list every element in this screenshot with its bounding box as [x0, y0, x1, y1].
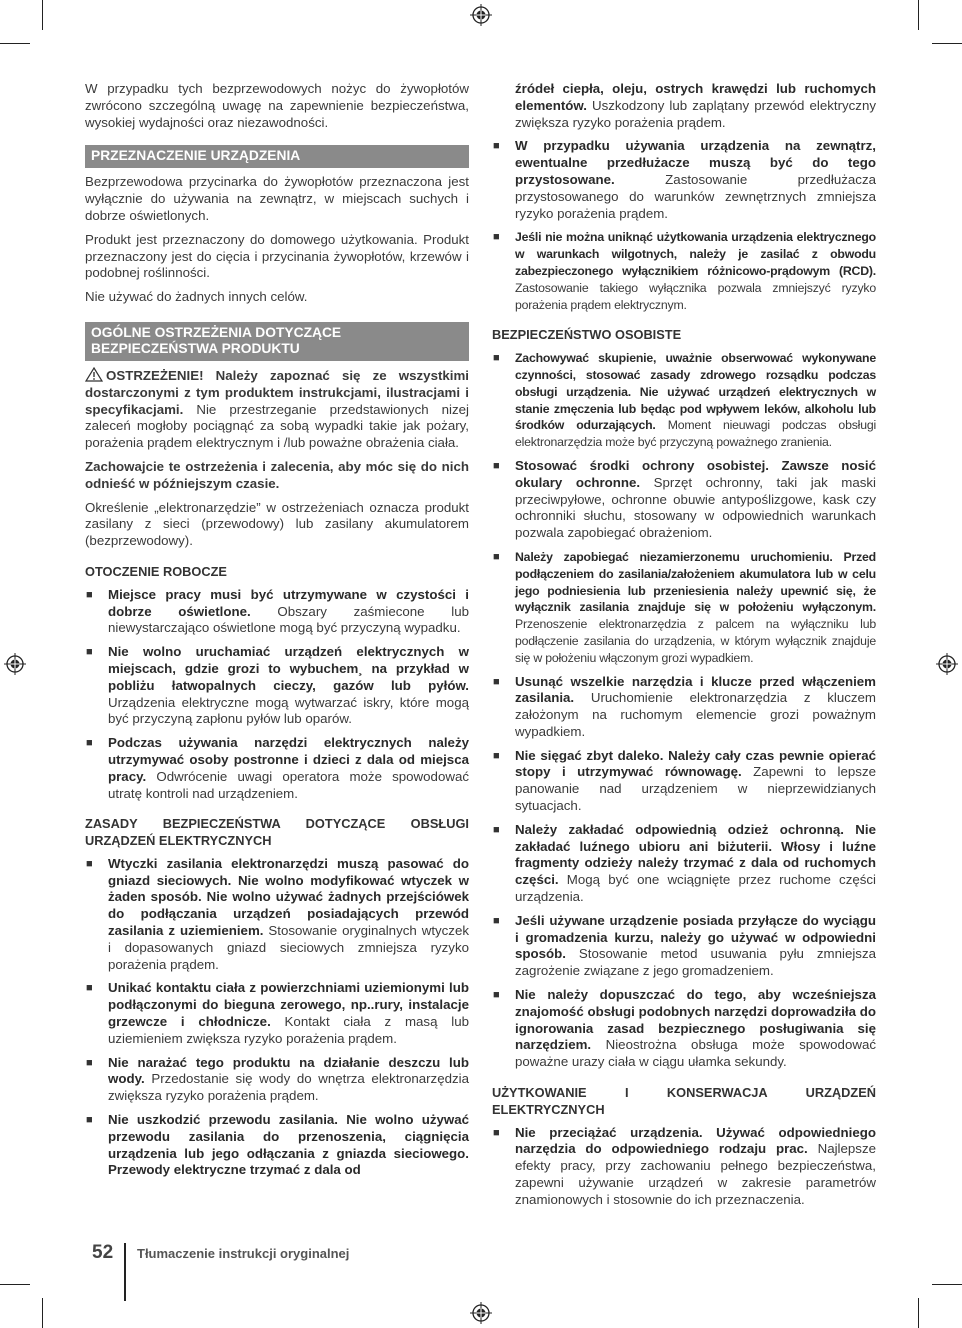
crop-mark — [42, 0, 43, 30]
right-column — [492, 81, 876, 1216]
list-item: ■ Należy zakładać odpowiednią odzież ochronną. Nie zakładać luźnego ubioru ani biżuterii. Włosy i luźne fragmenty odzieży należy trzymać z dala od ruchomych części. Mogą być one wciągnięte przez ruchome części urządzenia. — [493, 821, 876, 905]
list-item: ■ Jeśli nie można uniknąć użytkowania urządzenia elektrycznego w warunkach wilgotnych, należy je zasilać z obwodu zabezpieczonego wyłącznikiem różnicowo-prądowym (RCD). Zastosowanie takiego wyłącznika pozwala zmniejszyć ryzyko porażenia prądem elektrycznym. — [493, 230, 876, 312]
square-bullet-icon: ■ — [86, 982, 93, 995]
keep-instructions — [85, 459, 469, 493]
intended-use-paragraph: Nie używać do żadnych innych celów. — [85, 289, 308, 305]
square-bullet-icon: ■ — [493, 231, 500, 244]
continued-item: źródeł ciepła, oleju, ostrych krawędzi lub ruchomych elementów. Uszkodzony lub zaplątany przewód elektryczny zwiększa ryzyko porażenia prądem. — [515, 81, 876, 130]
square-bullet-icon: ■ — [493, 823, 500, 836]
registration-mark-icon — [470, 4, 492, 26]
list-item: ■ W przypadku używania urządzenia na zewnątrz, ewentualne przedłużacze muszą być do tego przystosowane. Zastosowanie przedłużacza przystosowanego do warunków zewnętrznych zmniejsza ryzyko porażenia prądem. — [493, 138, 876, 221]
electrical-safety-list-continued — [492, 138, 876, 313]
subheading-work-area: OTOCZENIE ROBOCZE — [85, 563, 227, 579]
list-item: ■ Nie należy dopuszczać do tego, aby wcześniejsza znajomość obsługi podobnych narzędzi doprowadziła do ignorowania zasad bezpiecznego posługiwania się narzędziem. Nieostrożna obsługa może spowodować poważne urazy ciała w ciągu ułamka sekundy. — [493, 987, 876, 1070]
keep-instructions-bold: Zachowajcie te ostrzeżenia i zalecenia, aby móc się do nich odnieść w późniejszym czasie. — [85, 458, 469, 491]
square-bullet-icon: ■ — [86, 737, 93, 750]
list-item: ■ Podczas używania narzędzi elektrycznych należy utrzymywać osoby postronne i dzieci z dala od miejsca pracy. Odwrócenie uwagi operatora może spowodować utratę kontroli nad urządzeniem. — [86, 735, 469, 801]
crop-mark — [918, 1298, 919, 1328]
list-item: ■ Usunąć wszelkie narzędzia i klucze przed włączeniem zasilania. Uruchomienie elektronarzędzia z kluczem założonym na ruchomym elemencie grozi poważnym wypadkiem. — [493, 673, 876, 739]
list-item: ■ Unikać kontaktu ciała z powierzchniami uziemionymi lub podłączonymi do bieguna zerowego, np..rury, instalacje grzewcze i chłodnicze. Kontakt ciała z masą lub uziemieniem zwiększa ryzyko porażenia prądem. — [86, 980, 469, 1046]
square-bullet-icon: ■ — [493, 749, 500, 762]
crop-mark — [0, 43, 30, 44]
square-bullet-icon: ■ — [493, 1126, 500, 1139]
section-heading-general-warnings: OGÓLNE OSTRZEŻENIA DOTYCZĄCE BEZPIECZEŃSTWA PRODUKTU — [85, 322, 469, 361]
square-bullet-icon: ■ — [493, 675, 500, 688]
square-bullet-icon: ■ — [493, 989, 500, 1002]
crop-mark — [42, 1298, 43, 1328]
personal-safety-list — [492, 350, 876, 1071]
square-bullet-icon: ■ — [86, 1056, 93, 1069]
registration-mark-icon — [4, 653, 26, 675]
list-item: ■ Nie narażać tego produktu na działanie deszczu lub wody. Przedostanie się wody do wnętrza elektronarzędzia zwiększa ryzyko porażenia prądem. — [86, 1054, 469, 1104]
page-number: 52 — [92, 1242, 114, 1263]
list-item: ■ Nie przeciążać urządzenia. Używać odpowiedniego narzędzia do odpowiedniego rodzaju prac. Najlepsze efekty pracy, przy zachowaniu pełnego bezpieczeństwa, zapewni używanie urządzeń w zakresie parametrów znamionowych i stosownie do ich przeznaczenia. — [493, 1124, 876, 1207]
square-bullet-icon: ■ — [86, 1114, 93, 1127]
registration-mark-icon — [470, 1302, 492, 1324]
square-bullet-icon: ■ — [493, 352, 500, 365]
registration-mark-icon — [936, 653, 958, 675]
left-column — [85, 81, 469, 1186]
footer-caption: Tłumaczenie instrukcji oryginalnej — [137, 1246, 350, 1261]
crop-mark — [932, 1284, 962, 1285]
square-bullet-icon: ■ — [86, 646, 93, 659]
crop-mark — [0, 1284, 30, 1285]
list-item: ■ Nie uszkodzić przewodu zasilania. Nie wolno używać przewodu zasilania do przenoszenia, ciągnięcia urządzenia lub jego odłączania z gniazda sieciowego. Przewody elektryczne trzymać z dala od — [86, 1112, 469, 1178]
list-item: ■ Miejsce pracy musi być utrzymywane w czystości i dobrze oświetlone. Obszary zaśmiecone lub niewystarczająco oświetlone mogą być przyczyną wypadku. — [86, 586, 469, 636]
subheading-use-and-maintenance: UŻYTKOWANIE I KONSERWACJA URZĄDZEŃ ELEKTRYCZNYCH — [492, 1085, 876, 1117]
square-bullet-icon: ■ — [493, 459, 500, 472]
warning-bold: OSTRZEŻENIE! Należy zapoznać się ze wszystkimi dostarczonymi z tym produktem instrukcjami, ilustracjami i specyfikacjami. — [85, 367, 469, 417]
square-bullet-icon: ■ — [493, 550, 500, 563]
work-area-list — [85, 587, 469, 803]
definition-paragraph: Określenie „elektronarzędzie” w ostrzeżeniach oznacza produkt zasilany z sieci (przewodowy) lub zasilany akumulatorem (bezprzewodowy). — [85, 499, 469, 549]
footer-divider — [124, 1243, 126, 1301]
square-bullet-icon: ■ — [86, 588, 93, 601]
maintenance-list — [492, 1125, 876, 1209]
list-item: ■ Należy zapobiegać niezamierzonemu uruchomieniu. Przed podłączeniem do zasilania/założeniem akumulatora lub w celu jego podniesienia lub przeniesienia należy upewnić się, że wyłącznik zasilania znajduje się w położeniu wyłączonym. Przenoszenie elektronarzędzia z palcem na wyłączniku lub podłączenie zasilania do urządzenia, w którym wyłącznik znajduje się w położeniu włączonym grozi wypadkiem. — [493, 549, 876, 665]
crop-mark — [932, 43, 962, 44]
subheading-personal-safety: BEZPIECZEŃSTWO OSOBISTE — [492, 327, 682, 343]
list-item: ■ Stosować środki ochrony osobistej. Zawsze nosić okulary ochronne. Sprzęt ochronny, taki jak maski przeciwpyłowe, ochronne obuwie antypoślizgowe, kask czy ochronniki słuchu, stosowany w odpowiednich warunkach pozwala zapobiegać obrażeniom. — [493, 457, 876, 541]
intended-use-paragraph: Bezprzewodowa przycinarka do żywopłotów przeznaczona jest wyłącznie do używania na zewnątrz, w miejscach suchych i dobrze oświetlonych. — [85, 174, 469, 223]
electrical-safety-list — [85, 856, 469, 1179]
warning-triangle-icon — [85, 367, 103, 382]
square-bullet-icon: ■ — [86, 857, 93, 870]
warning-text: Nie przestrzeganie przedstawionych nizej zaleceń mogłoby pociągnąć za sobą wypadki takie jak pożary, porażenia prądem elektrycznym i /lub poważne obrażenia ciała. — [85, 401, 469, 451]
intended-use-paragraph: Produkt jest przeznaczony do domowego użytkowania. Produkt przeznaczony jest do cięcia i przycinania żywopłotów, krzewów i podobnej roślinności. — [85, 231, 469, 281]
square-bullet-icon: ■ — [493, 140, 500, 153]
list-item: ■ Wtyczki zasilania elektronarzędzi muszą pasować do gniazd sieciowych. Nie wolno modyfikować wtyczek w żaden sposób. Nie wolno używać żadnych przejściówek do podłączania urządzeń posiadających przewód zasilania z uziemieniem. Stosowanie oryginalnych wtyczek i dopasowanych gniazd sieciowych zmniejsza ryzyko porażenia prądem. — [86, 855, 469, 972]
list-item: ■ Nie wolno uruchamiać urządzeń elektrycznych w miejscach, gdzie grozi to wybuchem¸ na przykład w pobliżu łatwopalnych cieczy, gazów lub pyłów. Urządzenia elektryczne mogą wytwarzać iskry, które mogą być przyczyną zapłonu pyłów lub oparów. — [86, 644, 469, 727]
warning-paragraph — [85, 367, 469, 452]
list-item: ■ Nie sięgać zbyt daleko. Należy cały czas pewnie opierać stopy i utrzymywać równowagę. Zapewni to lepsze panowanie nad urządzeniem w nieprzewidzianych sytuacjach. — [493, 747, 876, 814]
list-item: ■ Jeśli używane urządzenie posiada przyłącze do wyciągu i gromadzenia kurzu, należy go używać w odpowiedni sposób. Stosowanie metod usuwania pyłu zmniejsza zagrożenie związane z jego gromadzeniem. — [493, 912, 876, 979]
crop-mark — [918, 0, 919, 30]
intro-paragraph: W przypadku tych bezprzewodowych nożyc do żywopłotów zwrócono szczególną uwagę na zapewnienie bezpieczeństwa, wysokiej wydajności oraz niezawodności. — [85, 81, 469, 130]
section-heading-intended-use: PRZEZNACZENIE URZĄDZENIA — [85, 145, 469, 168]
list-item: ■ Zachowywać skupienie, uważnie obserwować wykonywane czynności, stosować zasady zdrowego rozsądku podczas obsługi urządzenia. Nie używać urządzeń elektrycznych w stanie zmęczenia lub będąc pod wpływem leków, alkoholu lub środków odurzających. Moment nieuwagi podczas obsługi elektronarzędzia może być przyczyną poważnego zranienia. — [493, 351, 876, 450]
subheading-electrical-safety: ZASADY BEZPIECZEŃSTWA DOTYCZĄCE OBSŁUGI URZĄDZEŃ ELEKTRYCZNYCH — [85, 816, 469, 849]
square-bullet-icon: ■ — [493, 914, 500, 927]
